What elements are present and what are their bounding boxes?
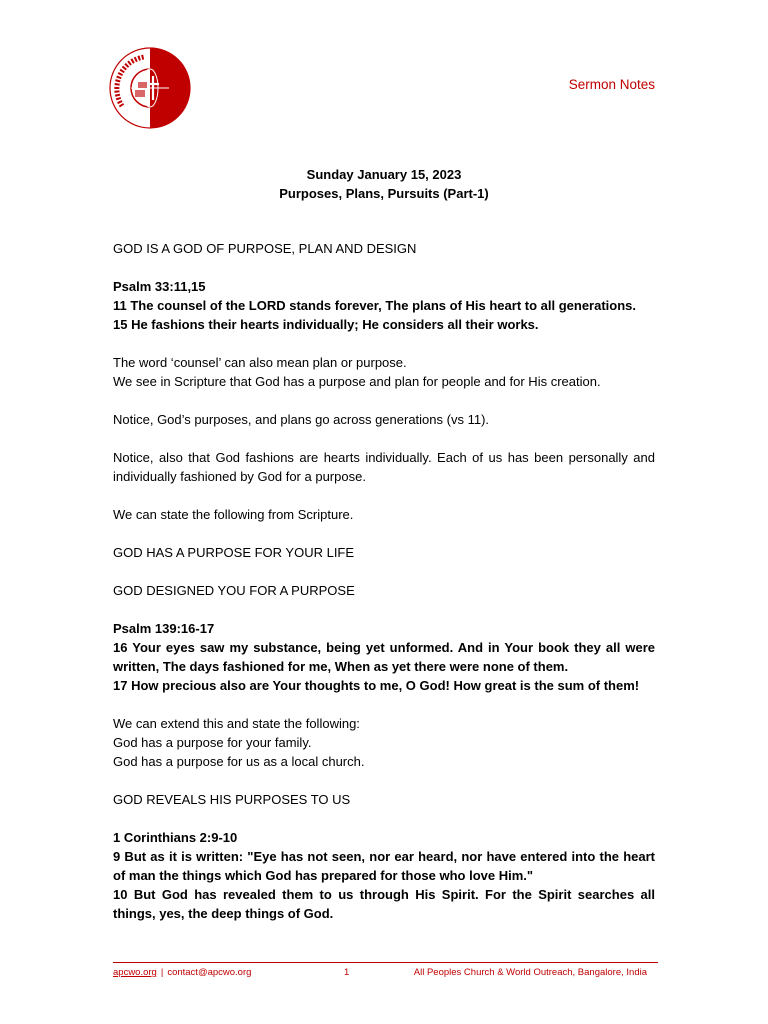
verse-line: 15 He fashions their hearts individually; He considers all their works. <box>113 317 539 332</box>
verse-line: 16 Your eyes saw my substance, being yet unformed. And in Your book they all were written, The days fashioned for me, When as yet there were none of them. <box>113 640 655 674</box>
scripture-block-psalm-33 <box>113 277 655 334</box>
paragraph-line: We see in Scripture that God has a purpose and plan for people and for His creation. <box>113 374 601 389</box>
heading-designed-for-purpose: GOD DESIGNED YOU FOR A PURPOSE <box>113 583 355 598</box>
paragraph: We can state the following from Scripture. <box>113 507 354 522</box>
heading-purpose-plan-design: GOD IS A GOD OF PURPOSE, PLAN AND DESIGN <box>113 241 417 256</box>
sermon-date: Sunday January 15, 2023 <box>306 167 462 182</box>
scripture-block-1-corinthians <box>113 828 655 923</box>
paragraph-line: The word ‘counsel’ can also mean plan or purpose. <box>113 355 407 370</box>
scripture-reference: 1 Corinthians 2:9-10 <box>113 830 238 845</box>
heading-reveals-purposes: GOD REVEALS HIS PURPOSES TO US <box>113 792 351 807</box>
paragraph <box>113 714 655 771</box>
paragraph: Notice, God’s purposes, and plans go across generations (vs 11). <box>113 412 490 427</box>
church-logo-icon <box>108 46 192 130</box>
scripture-block-psalm-139 <box>113 619 655 695</box>
paragraph-line: We can extend this and state the following: <box>113 716 360 731</box>
footer-organization: All Peoples Church & World Outreach, Bangalore, India <box>413 967 647 978</box>
footer-contact <box>113 967 251 978</box>
paragraph <box>113 353 655 391</box>
heading-purpose-for-your-life: GOD HAS A PURPOSE FOR YOUR LIFE <box>113 545 355 560</box>
sermon-title: Purposes, Plans, Pursuits (Part-1) <box>279 186 489 201</box>
sermon-notes-label: Sermon Notes <box>568 77 655 92</box>
verse-line: 17 How precious also are Your thoughts to me, O God! How great is the sum of them! <box>113 678 640 693</box>
paragraph-line: God has a purpose for us as a local church. <box>113 754 365 769</box>
page-number: 1 <box>344 967 350 978</box>
verse-line: 9 But as it is written: "Eye has not seen, nor ear heard, nor have entered into the heart of man the things which God has prepared for those who love Him." <box>113 849 655 883</box>
verse-line: 10 But God has revealed them to us through His Spirit. For the Spirit searches all things, yes, the deep things of God. <box>113 887 655 921</box>
verse-line: 11 The counsel of the LORD stands forever, The plans of His heart to all generations. <box>113 298 637 313</box>
paragraph-line: God has a purpose for your family. <box>113 735 312 750</box>
page-footer <box>113 962 658 979</box>
email-link[interactable]: contact@apcwo.org <box>167 967 252 978</box>
paragraph: Notice, also that God fashions are hearts individually. Each of us has been personally and individually fashioned by God for a purpose. <box>113 450 655 484</box>
sermon-body <box>113 239 655 923</box>
website-link[interactable]: apcwo.org <box>113 967 157 978</box>
scripture-reference: Psalm 33:11,15 <box>113 279 206 294</box>
scripture-reference: Psalm 139:16-17 <box>113 621 215 636</box>
footer-separator: | <box>160 967 164 978</box>
title-block <box>113 165 655 203</box>
